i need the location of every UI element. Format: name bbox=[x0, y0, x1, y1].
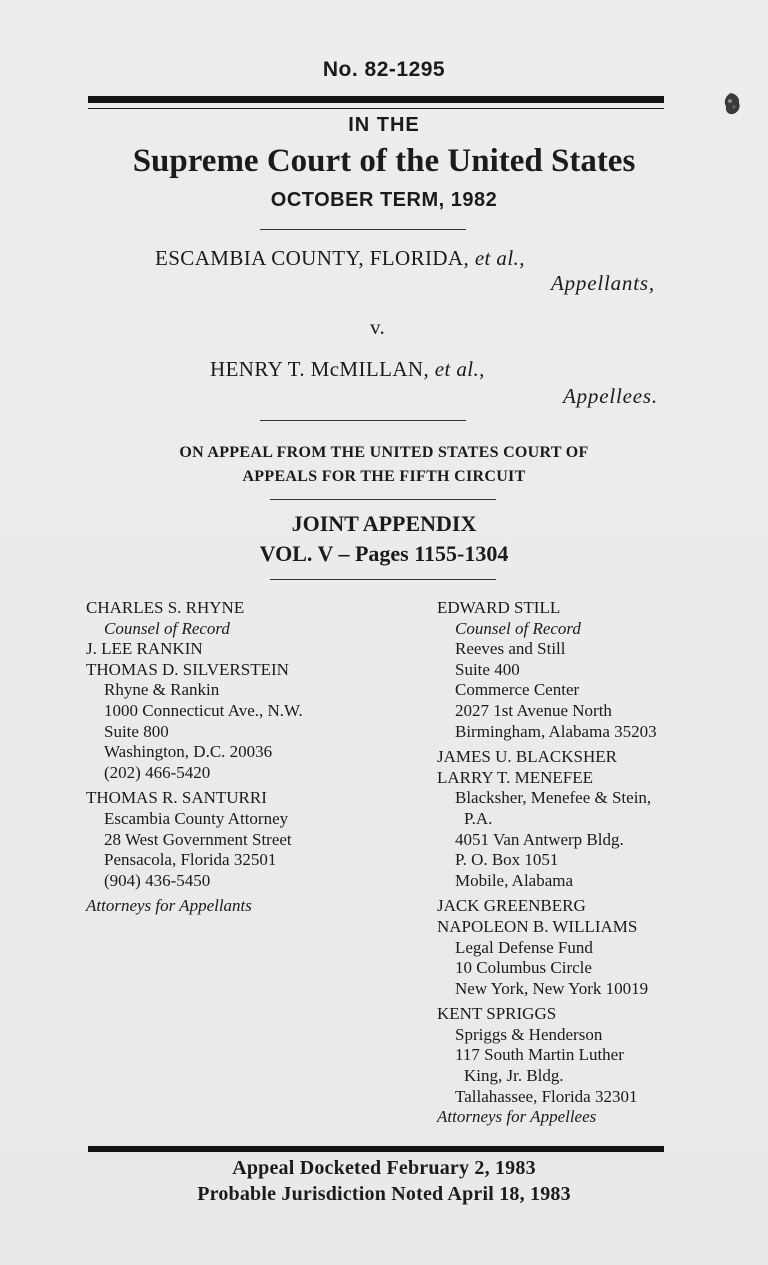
counsel-address: King, Jr. Bldg. bbox=[464, 1066, 564, 1086]
appellee-role: Appellees. bbox=[563, 384, 658, 408]
counsel-role: Counsel of Record bbox=[104, 618, 230, 638]
jurisdiction-date: Probable Jurisdiction Noted April 18, 1983 bbox=[197, 1183, 571, 1205]
counsel-address: Suite 800 bbox=[104, 721, 169, 741]
counsel-address: 28 West Government Street bbox=[104, 829, 292, 849]
appendix-volume: VOL. V – Pages 1155-1304 bbox=[259, 541, 509, 566]
in-the-heading: IN THE bbox=[348, 114, 420, 136]
appellee-etal: et al., bbox=[434, 357, 485, 381]
counsel-firm: Legal Defense Fund bbox=[455, 937, 593, 957]
top-thin-rule bbox=[88, 108, 664, 109]
counsel-name: LARRY T. MENEFEE bbox=[437, 767, 593, 787]
divider-rule bbox=[260, 420, 466, 421]
counsel-firm: Blacksher, Menefee & Stein, bbox=[455, 788, 652, 808]
counsel-title: Escambia County Attorney bbox=[104, 808, 289, 828]
counsel-address: Commerce Center bbox=[455, 680, 580, 700]
counsel-address: Mobile, Alabama bbox=[455, 870, 574, 890]
counsel-address: Washington, D.C. 20036 bbox=[104, 742, 273, 762]
bottom-thick-rule bbox=[88, 1146, 664, 1152]
appeal-from-block bbox=[0, 441, 768, 489]
ink-blot-icon bbox=[722, 92, 742, 116]
docketed-date: Appeal Docketed February 2, 1983 bbox=[232, 1157, 536, 1179]
counsel-address: 2027 1st Avenue North bbox=[455, 700, 612, 720]
counsel-firm: P.A. bbox=[464, 808, 493, 828]
court-name: Supreme Court of the United States bbox=[132, 143, 636, 179]
counsel-address: 1000 Connecticut Ave., N.W. bbox=[104, 700, 303, 720]
appendix-title: JOINT APPENDIX bbox=[291, 511, 477, 536]
counsel-name: THOMAS R. SANTURRI bbox=[86, 788, 267, 808]
counsel-address: P. O. Box 1051 bbox=[455, 850, 559, 870]
appeal-from-line: ON APPEAL FROM THE UNITED STATES COURT OF bbox=[179, 444, 589, 461]
counsel-address: Suite 400 bbox=[455, 659, 520, 679]
counsel-address: 117 South Martin Luther bbox=[455, 1045, 624, 1065]
divider-rule bbox=[270, 499, 496, 500]
docket-number: No. 82-1295 bbox=[322, 58, 446, 81]
counsel-name: J. LEE RANKIN bbox=[86, 639, 203, 659]
appellee-party bbox=[210, 357, 485, 382]
counsel-address: New York, New York 10019 bbox=[455, 978, 649, 998]
counsel-address: 4051 Van Antwerp Bldg. bbox=[455, 829, 624, 849]
appellant-etal: et al., bbox=[474, 246, 525, 270]
counsel-firm: Reeves and Still bbox=[455, 639, 566, 659]
counsel-name: CHARLES S. RHYNE bbox=[86, 598, 245, 617]
counsel-address: Tallahassee, Florida 32301 bbox=[455, 1086, 638, 1106]
counsel-firm: Rhyne & Rankin bbox=[104, 680, 220, 700]
attorneys-for-appellees: Attorneys for Appellees bbox=[437, 1107, 597, 1127]
counsel-address: Pensacola, Florida 32501 bbox=[104, 850, 277, 870]
counsel-address: Birmingham, Alabama 35203 bbox=[455, 721, 657, 741]
counsel-name: JAMES U. BLACKSHER bbox=[437, 747, 617, 767]
counsel-name: KENT SPRIGGS bbox=[437, 1004, 557, 1024]
appeal-from-line: APPEALS FOR THE FIFTH CIRCUIT bbox=[242, 468, 526, 485]
appellant-name: ESCAMBIA COUNTY, FLORIDA, bbox=[155, 246, 475, 270]
counsel-phone: (202) 466-5420 bbox=[104, 762, 211, 782]
appellant-party bbox=[155, 246, 525, 271]
counsel-phone: (904) 436-5450 bbox=[104, 870, 211, 890]
divider-rule bbox=[260, 229, 466, 230]
appellant-counsel-block bbox=[86, 598, 303, 917]
counsel-role: Counsel of Record bbox=[455, 618, 581, 638]
counsel-firm: Spriggs & Henderson bbox=[455, 1024, 603, 1044]
appellee-counsel-block bbox=[437, 598, 657, 1128]
counsel-name: THOMAS D. SILVERSTEIN bbox=[86, 659, 289, 679]
counsel-address: 10 Columbus Circle bbox=[455, 958, 592, 978]
appellee-name: HENRY T. McMILLAN, bbox=[210, 357, 435, 381]
counsel-name: JACK GREENBERG bbox=[437, 896, 586, 916]
counsel-name: EDWARD STILL bbox=[437, 598, 561, 617]
attorneys-for-appellants: Attorneys for Appellants bbox=[86, 896, 252, 916]
counsel-name: NAPOLEON B. WILLIAMS bbox=[437, 916, 638, 936]
divider-rule bbox=[270, 579, 496, 580]
top-thick-rule bbox=[88, 96, 664, 103]
versus: v. bbox=[370, 315, 386, 339]
appellant-role: Appellants, bbox=[551, 271, 655, 295]
court-term: OCTOBER TERM, 1982 bbox=[270, 189, 498, 211]
